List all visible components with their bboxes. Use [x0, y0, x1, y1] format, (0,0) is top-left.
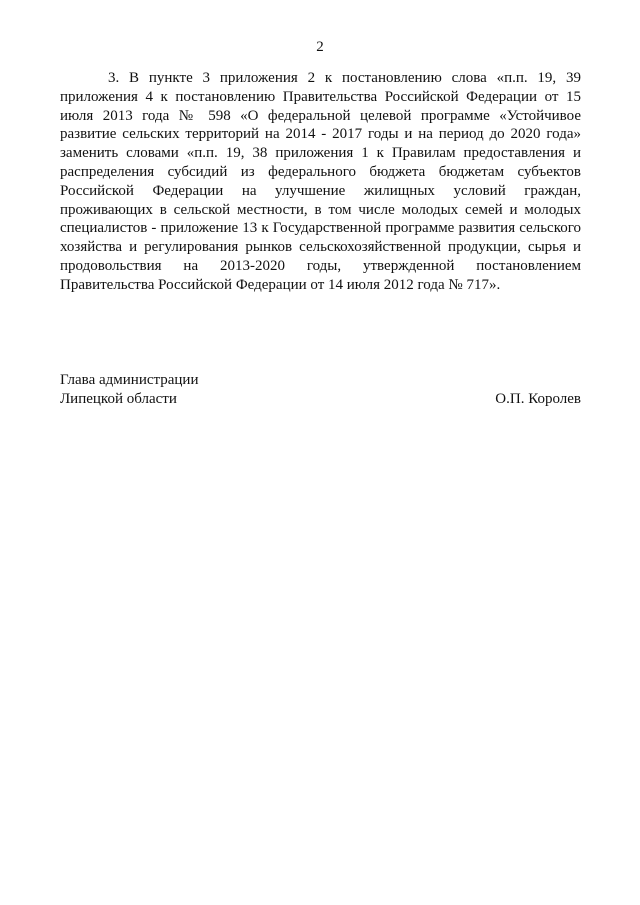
body-paragraph: 3. В пункте 3 приложения 2 к постановлению слова «п.п. 19, 39 приложения 4 к постановлению Правительства Российской Федерации от 15 июля 2013 года № 598 «О федеральной целевой программе «Устойчивое развитие сельских территорий на 2014 - 2017 годы и на период до 2020 года» заменить словами «п.п. 19, 38 приложения 1 к Правилам предоставления и распределения субсидий из федерального бюджета бюджетам субъектов Российской Федерации на улучшение жилищных условий граждан, проживающих в сельской местности, в том числе молодых семей и молодых специалистов - приложение 13 к Государственной программе развития сельского хозяйства и регулирования рынков сельскохозяйственной продукции, сырья и продовольствия на 2013-2020 годы, утвержденной постановлением Правительства Российской Федерации от 14 июля 2012 года № 717».	[60, 70, 581, 293]
signature-row	[60, 390, 581, 409]
signatory-position-line1: Глава администрации	[60, 372, 199, 388]
signature-block	[60, 371, 581, 409]
signatory-position-line2: Липецкой области	[60, 390, 177, 407]
page-number: 2	[316, 39, 324, 55]
signatory-name: О.П. Королев	[495, 390, 581, 407]
